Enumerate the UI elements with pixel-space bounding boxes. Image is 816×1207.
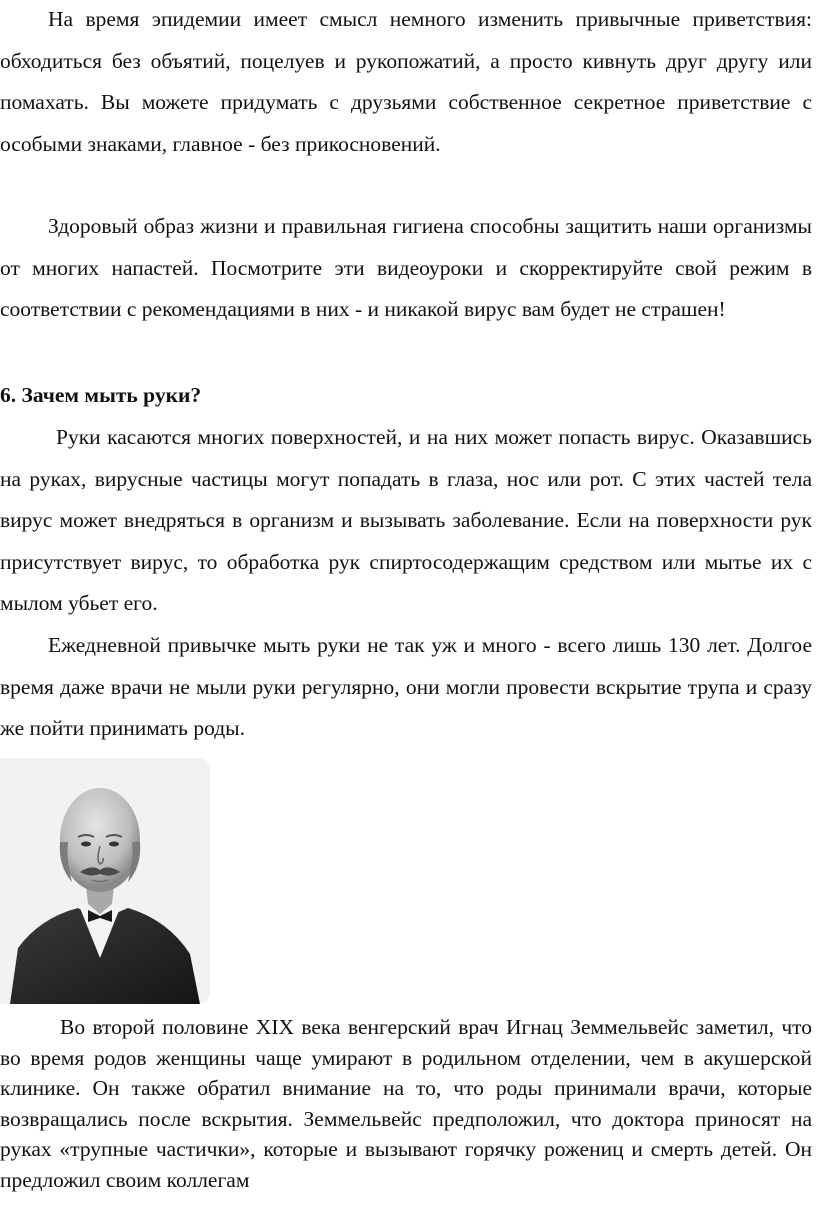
portrait-illustration bbox=[0, 758, 210, 1004]
paragraph-hands-touch: Руки касаются многих поверхностей, и на них может попасть вирус. Оказавшись на руках, вирусные частицы могут попадать в глаза, нос или рот. С этих частей тела вирус может внедряться в организм и вызывать заболевание. Если на поверхности рук присутствует вирус, то обработка рук спиртосодержащим средством или мытье их с мылом убьет его. bbox=[0, 425, 812, 615]
portrait-image bbox=[0, 758, 210, 1004]
paragraph-healthy-lifestyle: Здоровый образ жизни и правильная гигиена способны защитить наши организмы от многих напастей. Посмотрите эти видеоуроки и скорректируйте свой режим в соответствии с рекомендациями в них - и никакой вирус вам будет не страшен! bbox=[0, 214, 812, 321]
paragraph-greetings: На время эпидемии имеет смысл немного изменить привычные приветствия: обходиться без объятий, поцелуев и рукопожатий, а просто кивнуть друг другу или помахать. Вы можете придумать с друзьями собственное секретное приветствие с особыми знаками, главное - без прикосновений. bbox=[0, 7, 812, 156]
paragraph-handwashing-history: Ежедневной привычке мыть руки не так уж и много - всего лишь 130 лет. Долгое время даже врачи не мыли руки регулярно, они могли провести вскрытие трупа и сразу же пойти принимать роды. bbox=[0, 633, 812, 740]
section-heading: 6. Зачем мыть руки? bbox=[0, 383, 202, 407]
paragraph-semmelweis: Во второй половине XIX века венгерский врач Игнац Земмельвейс заметил, что во время родов женщины чаще умирают в родильном отделении, чем в акушерской клинике. Он также обратил внимание на то, что роды принимали врачи, которые возвращались после вскрытия. Земмельвейс предположил, что доктора приносят на руках «трупные частички», которые и вызывают горячку рожениц и смерть детей. Он предложил своим коллегам bbox=[0, 1015, 812, 1192]
